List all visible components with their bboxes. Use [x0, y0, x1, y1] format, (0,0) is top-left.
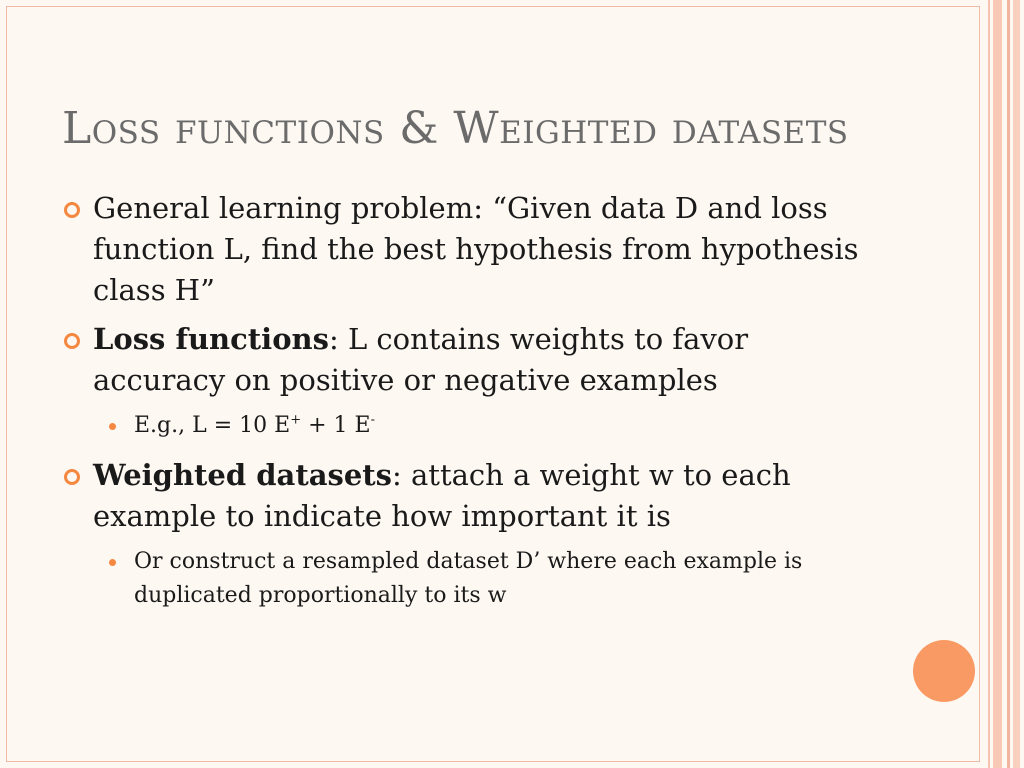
bullet-ring-icon: [64, 202, 80, 218]
bullet-text: : attach a weight w to each example to indicate how important it is: [93, 458, 791, 533]
formula-sup-plus: +: [290, 412, 302, 428]
sub-bullet-resample: [60, 545, 860, 613]
formula-pre: E.g., L = 10 E: [134, 413, 291, 438]
stripe: [993, 0, 1002, 768]
slide-body: [60, 188, 860, 625]
decorative-stripes: [980, 0, 1024, 768]
sub-bullet-example: [60, 409, 860, 443]
sub-bullet-text: Or construct a resampled dataset D’ where each example is duplicated proportionally to its w: [134, 549, 803, 608]
sub-bullet-dot-icon: [109, 559, 116, 566]
stripe: [988, 0, 990, 768]
bullet-text: : L contains weights to favor accuracy on positive or negative examples: [93, 322, 749, 397]
sub-bullet-dot-icon: [109, 423, 116, 430]
bullet-ring-icon: [64, 469, 80, 485]
bullet-text: General learning problem: “Given data D and loss function L, find the best hypothesis from hypothesis class H”: [93, 191, 859, 307]
stripe: [1013, 0, 1020, 768]
bullet-loss-functions: [60, 319, 860, 401]
formula-mid: + 1 E: [301, 413, 371, 438]
stripe: [1007, 0, 1010, 768]
bullet-weighted-datasets: [60, 455, 860, 537]
decorative-circle: [913, 640, 975, 702]
bullet-bold-label: Weighted datasets: [93, 458, 393, 492]
formula-sup-minus: -: [370, 412, 375, 428]
bullet-ring-icon: [64, 333, 80, 349]
bullet-general-learning: [60, 188, 860, 311]
slide-title: Loss functions & Weighted datasets: [62, 103, 849, 154]
bullet-bold-label: Loss functions: [93, 322, 329, 356]
